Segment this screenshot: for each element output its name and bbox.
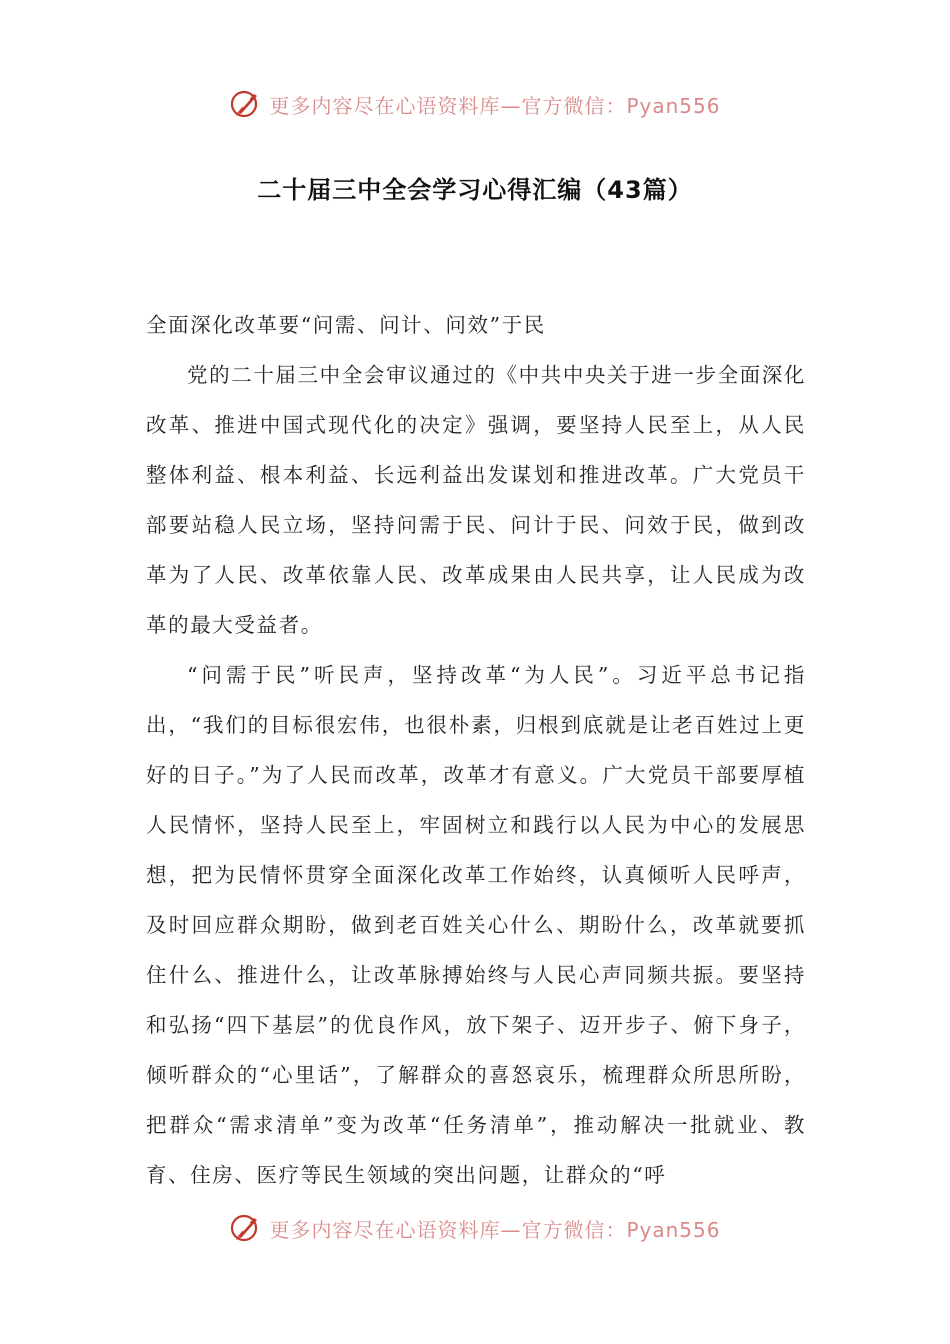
paragraph: “问需于民”听民声，坚持改革“为人民”。习近平总书记指出，“我们的目标很宏伟，也很朴素，归根到底就是让老百姓过上更好的日子。”为了人民而改革，改革才有意义。广大党员干部要厚植人民情怀，坚持人民至上，牢固树立和践行以人民为中心的发展思想，把为民情怀贯穿全面深化改革工作始终，认真倾听人民呼声，及时回应群众期盼，做到老百姓关心什么、期盼什么，改革就要抓住什么、推进什么，让改革脉搏始终与人民心声同频共振。要坚持和弘扬“四下基层”的优良作风，放下架子、迈开步子、俯下身子，倾听群众的“心里话”，了解群众的喜怒哀乐，梳理群众所思所盼，把群众“需求清单”变为改革“任务清单”，推动解决一批就业、教育、住房、医疗等民生领域的突出问题，让群众的“呼 <box>146 663 806 1187</box>
paragraph: 党的二十届三中全会审议通过的《中共中央关于进一步全面深化改革、推进中国式现代化的决定》强调，要坚持人民至上，从人民整体利益、根本利益、长远利益出发谋划和推进改革。广大党员干部要站稳人民立场，坚持问需于民、问计于民、问效于民，做到改革为了人民、改革依靠人民、改革成果由人民共享，让人民成为改革的最大受益者。 <box>146 363 806 637</box>
quill-pen-logo-icon <box>229 87 263 121</box>
section-heading: 全面深化改革要“问需、问计、问效”于民 <box>146 313 546 337</box>
watermark-text: 更多内容尽在心语资料库—官方微信：Pyan556 <box>269 93 721 118</box>
watermark-text: 更多内容尽在心语资料库—官方微信：Pyan556 <box>269 1217 721 1242</box>
document-title: 二十届三中全会学习心得汇编（43篇） <box>257 176 693 204</box>
document-body <box>146 300 806 1200</box>
quill-pen-logo-icon <box>229 1211 263 1245</box>
header-watermark <box>0 84 950 124</box>
footer-watermark <box>0 1208 950 1248</box>
